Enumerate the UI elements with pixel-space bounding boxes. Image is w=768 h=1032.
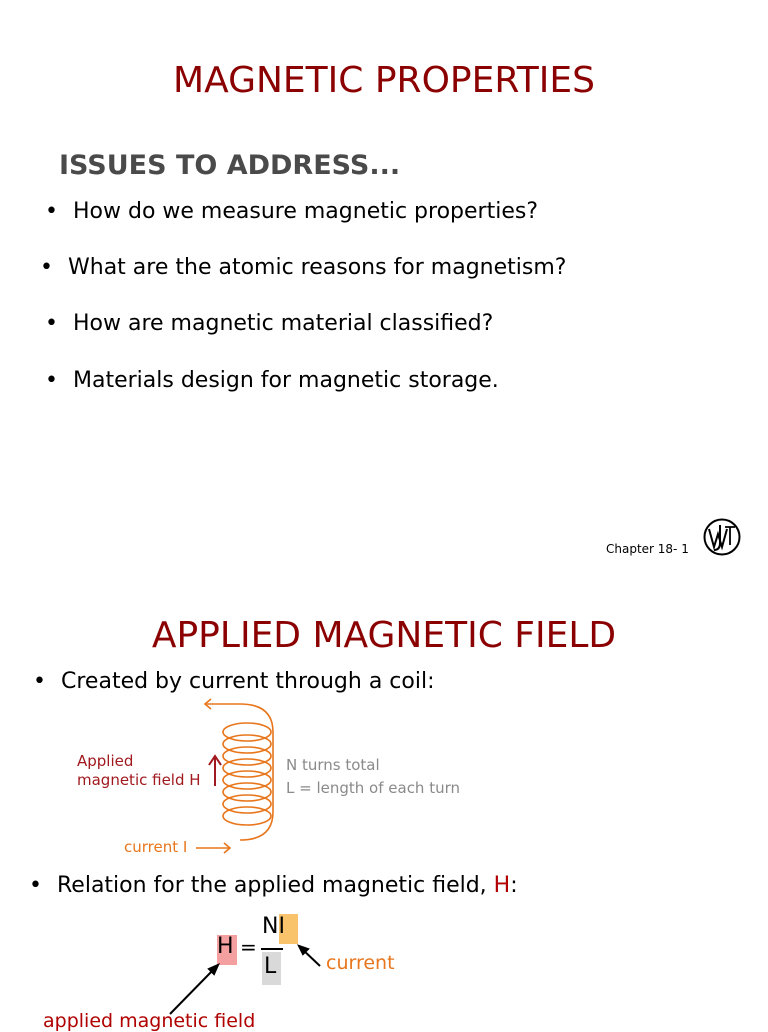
equation-current-label: current bbox=[326, 952, 395, 974]
equation-denominator: L bbox=[264, 954, 277, 979]
slide2-bullet: • Created by current through a coil: bbox=[33, 669, 435, 694]
equation-equals: = bbox=[240, 935, 257, 959]
equation-numerator: NI bbox=[262, 914, 285, 939]
current-label: current I bbox=[124, 838, 188, 856]
equation-field-label: applied magnetic field bbox=[43, 1010, 256, 1032]
applied-field-label-2: magnetic field H bbox=[77, 771, 201, 789]
bullet-dot: • bbox=[29, 873, 42, 898]
bullet-dot: • bbox=[45, 311, 58, 336]
slide2-title: APPLIED MAGNETIC FIELD bbox=[151, 615, 617, 656]
length-label: L = length of each turn bbox=[286, 779, 461, 797]
bullet-dot: • bbox=[45, 199, 58, 224]
current-arrow-icon bbox=[194, 840, 234, 856]
slide1-bullet: • How are magnetic material classified? bbox=[45, 311, 494, 336]
applied-field-label: Applied bbox=[77, 752, 134, 770]
wiley-logo-icon bbox=[703, 517, 741, 557]
bullet-dot: • bbox=[40, 255, 53, 280]
slide2-bullet: • Relation for the applied magnetic field, H: bbox=[29, 873, 518, 898]
slide1-bullet: • Materials design for magnetic storage. bbox=[45, 368, 499, 393]
slide1-bullet: • How do we measure magnetic properties? bbox=[45, 199, 538, 224]
slide1-title: MAGNETIC PROPERTIES bbox=[173, 60, 595, 101]
bullet-dot: • bbox=[45, 368, 58, 393]
equation-lhs: H bbox=[217, 934, 234, 959]
bullet-dot: • bbox=[33, 669, 46, 694]
n-turns-label: N turns total bbox=[286, 756, 380, 774]
slide1-bullet: • What are the atomic reasons for magnetism? bbox=[40, 255, 567, 280]
chapter-footer: Chapter 18- 1 bbox=[606, 542, 689, 556]
coil-diagram bbox=[195, 692, 285, 857]
slide1-subtitle: ISSUES TO ADDRESS... bbox=[59, 150, 401, 181]
